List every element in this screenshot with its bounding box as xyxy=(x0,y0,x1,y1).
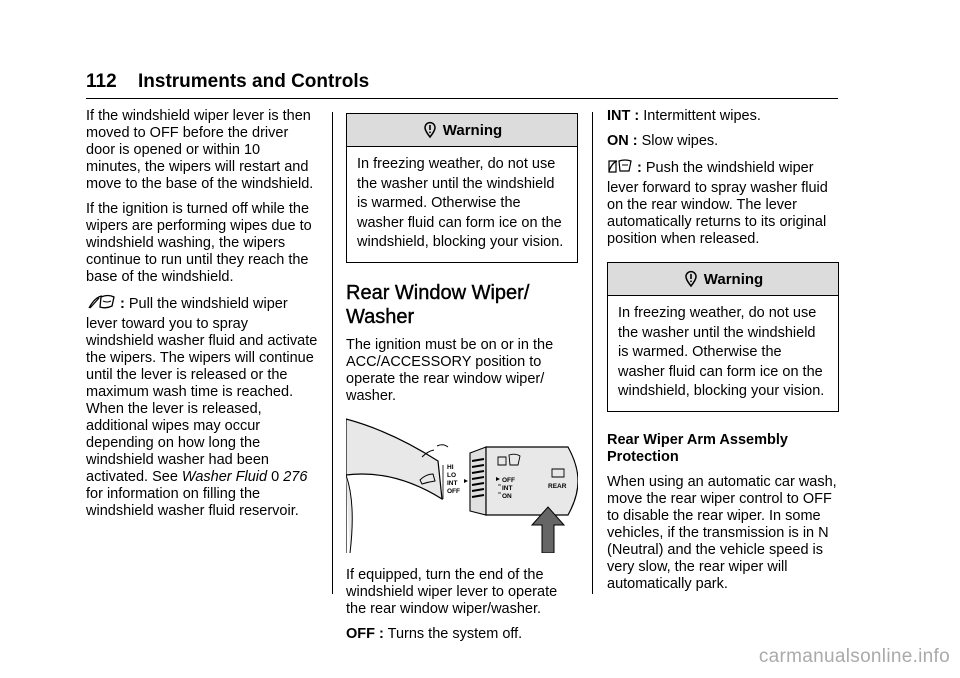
warning-title-2: Warning xyxy=(703,270,764,288)
column-1 xyxy=(86,108,318,528)
paragraph-wiper-restart: If the windshield wiper lever is then moved to OFF before the driver door is opened or within 10 minutes, the wipers will restart and move to the base of the windshield. xyxy=(86,108,314,192)
rear-washer-text: Push the windshield wiper lever forward to spray washer fluid on the rear window. The lever automatically returns to its original position when released. xyxy=(607,160,828,247)
warning-title: Warning xyxy=(442,121,503,139)
protection-heading: Rear Wiper Arm Assembly Protection xyxy=(607,431,788,465)
rear-wiper-heading: Rear Window Wiper/ Washer xyxy=(346,281,530,328)
page-number: 112 xyxy=(86,71,117,92)
lever-label-lo: LO xyxy=(447,471,457,479)
washer-fluid-page-ref[interactable]: 276 xyxy=(283,469,308,485)
washer-fluid-link[interactable]: Washer Fluid xyxy=(181,469,268,485)
column-2 xyxy=(346,113,578,651)
setting-int-label: INT : xyxy=(607,108,640,124)
column-3 xyxy=(607,108,839,601)
cap-label-rear: REAR xyxy=(548,482,567,490)
washer-icon-colon: : xyxy=(116,296,125,312)
warning-icon xyxy=(683,270,699,288)
paragraph-turn-lever: If equipped, turn the end of the windshield wiper lever to operate the rear window wiper/washer. xyxy=(346,566,558,617)
column-divider-2 xyxy=(592,112,593,594)
rear-washer-icon xyxy=(607,158,633,180)
cap-label-off: OFF xyxy=(502,476,515,484)
cap-label-int: INT xyxy=(502,484,513,492)
paragraph-ignition-required: The ignition must be on or in the ACC/ACCESSORY position to operate the rear window wiper/ washer. xyxy=(346,336,554,404)
windshield-washer-icon xyxy=(86,294,116,316)
page-header xyxy=(86,66,838,98)
paragraph-rear-washer xyxy=(607,158,839,248)
setting-int xyxy=(607,108,839,125)
setting-on-label: ON : xyxy=(607,133,638,149)
setting-off-label: OFF : xyxy=(346,625,384,642)
lever-label-hi: HI xyxy=(447,463,454,471)
setting-off xyxy=(346,626,578,643)
warning-icon xyxy=(422,121,438,139)
wiper-lever-illustration xyxy=(346,413,578,553)
warning-box xyxy=(346,113,578,263)
warning-header xyxy=(347,114,577,147)
washer-pull-text: Pull the windshield wiper lever toward you to spray windshield washer fluid and activate the wipers. The wipers will continue until the lever is released or the maximum wash time is reached. When the lever is released, additional wipes may occur depending on how long the windshield washer had been activated. See xyxy=(86,296,318,485)
watermark: carmanualsonline.info xyxy=(758,646,950,667)
washer-pull-tail: for information on filling the windshield washer fluid reservoir. xyxy=(86,486,299,519)
warning-header-2 xyxy=(608,263,838,296)
warning-text-2: In freezing weather, do not use the washer until the windshield is warmed. Otherwise the washer fluid can form ice on the windshield, blocking your vision. xyxy=(618,305,825,399)
lever-label-int: INT xyxy=(447,479,458,487)
warning-text: In freezing weather, do not use the washer until the windshield is warmed. Otherwise the washer fluid can form ice on the windshield, blocking your vision. xyxy=(357,156,564,250)
lever-label-off: OFF xyxy=(447,487,460,495)
setting-on xyxy=(607,133,839,150)
setting-on-text: Slow wipes. xyxy=(637,133,719,149)
setting-int-text: Intermittent wipes. xyxy=(639,108,761,124)
rear-washer-colon: : xyxy=(633,160,642,176)
paragraph-car-wash: When using an automatic car wash, move the rear wiper control to OFF to disable the rear wiper. In some vehicles, if the transmission is in N (Neutral) and the vehicle speed is very slow, the rear wiper will automatically park. xyxy=(607,473,837,592)
warning-box-2 xyxy=(607,262,839,412)
cap-label-on: ON xyxy=(502,492,512,500)
paragraph-washer-pull xyxy=(86,294,318,520)
header-rule xyxy=(86,98,838,99)
column-divider-1 xyxy=(332,112,333,594)
section-title: Instruments and Controls xyxy=(138,71,370,92)
setting-off-text: Turns the system off. xyxy=(383,625,523,642)
page-ref-symbol: 0 xyxy=(271,469,280,485)
paragraph-ignition-off: If the ignition is turned off while the wipers are performing wipes due to windshield washing, the wipers continue to run until they reach the base of the windshield. xyxy=(86,201,312,285)
